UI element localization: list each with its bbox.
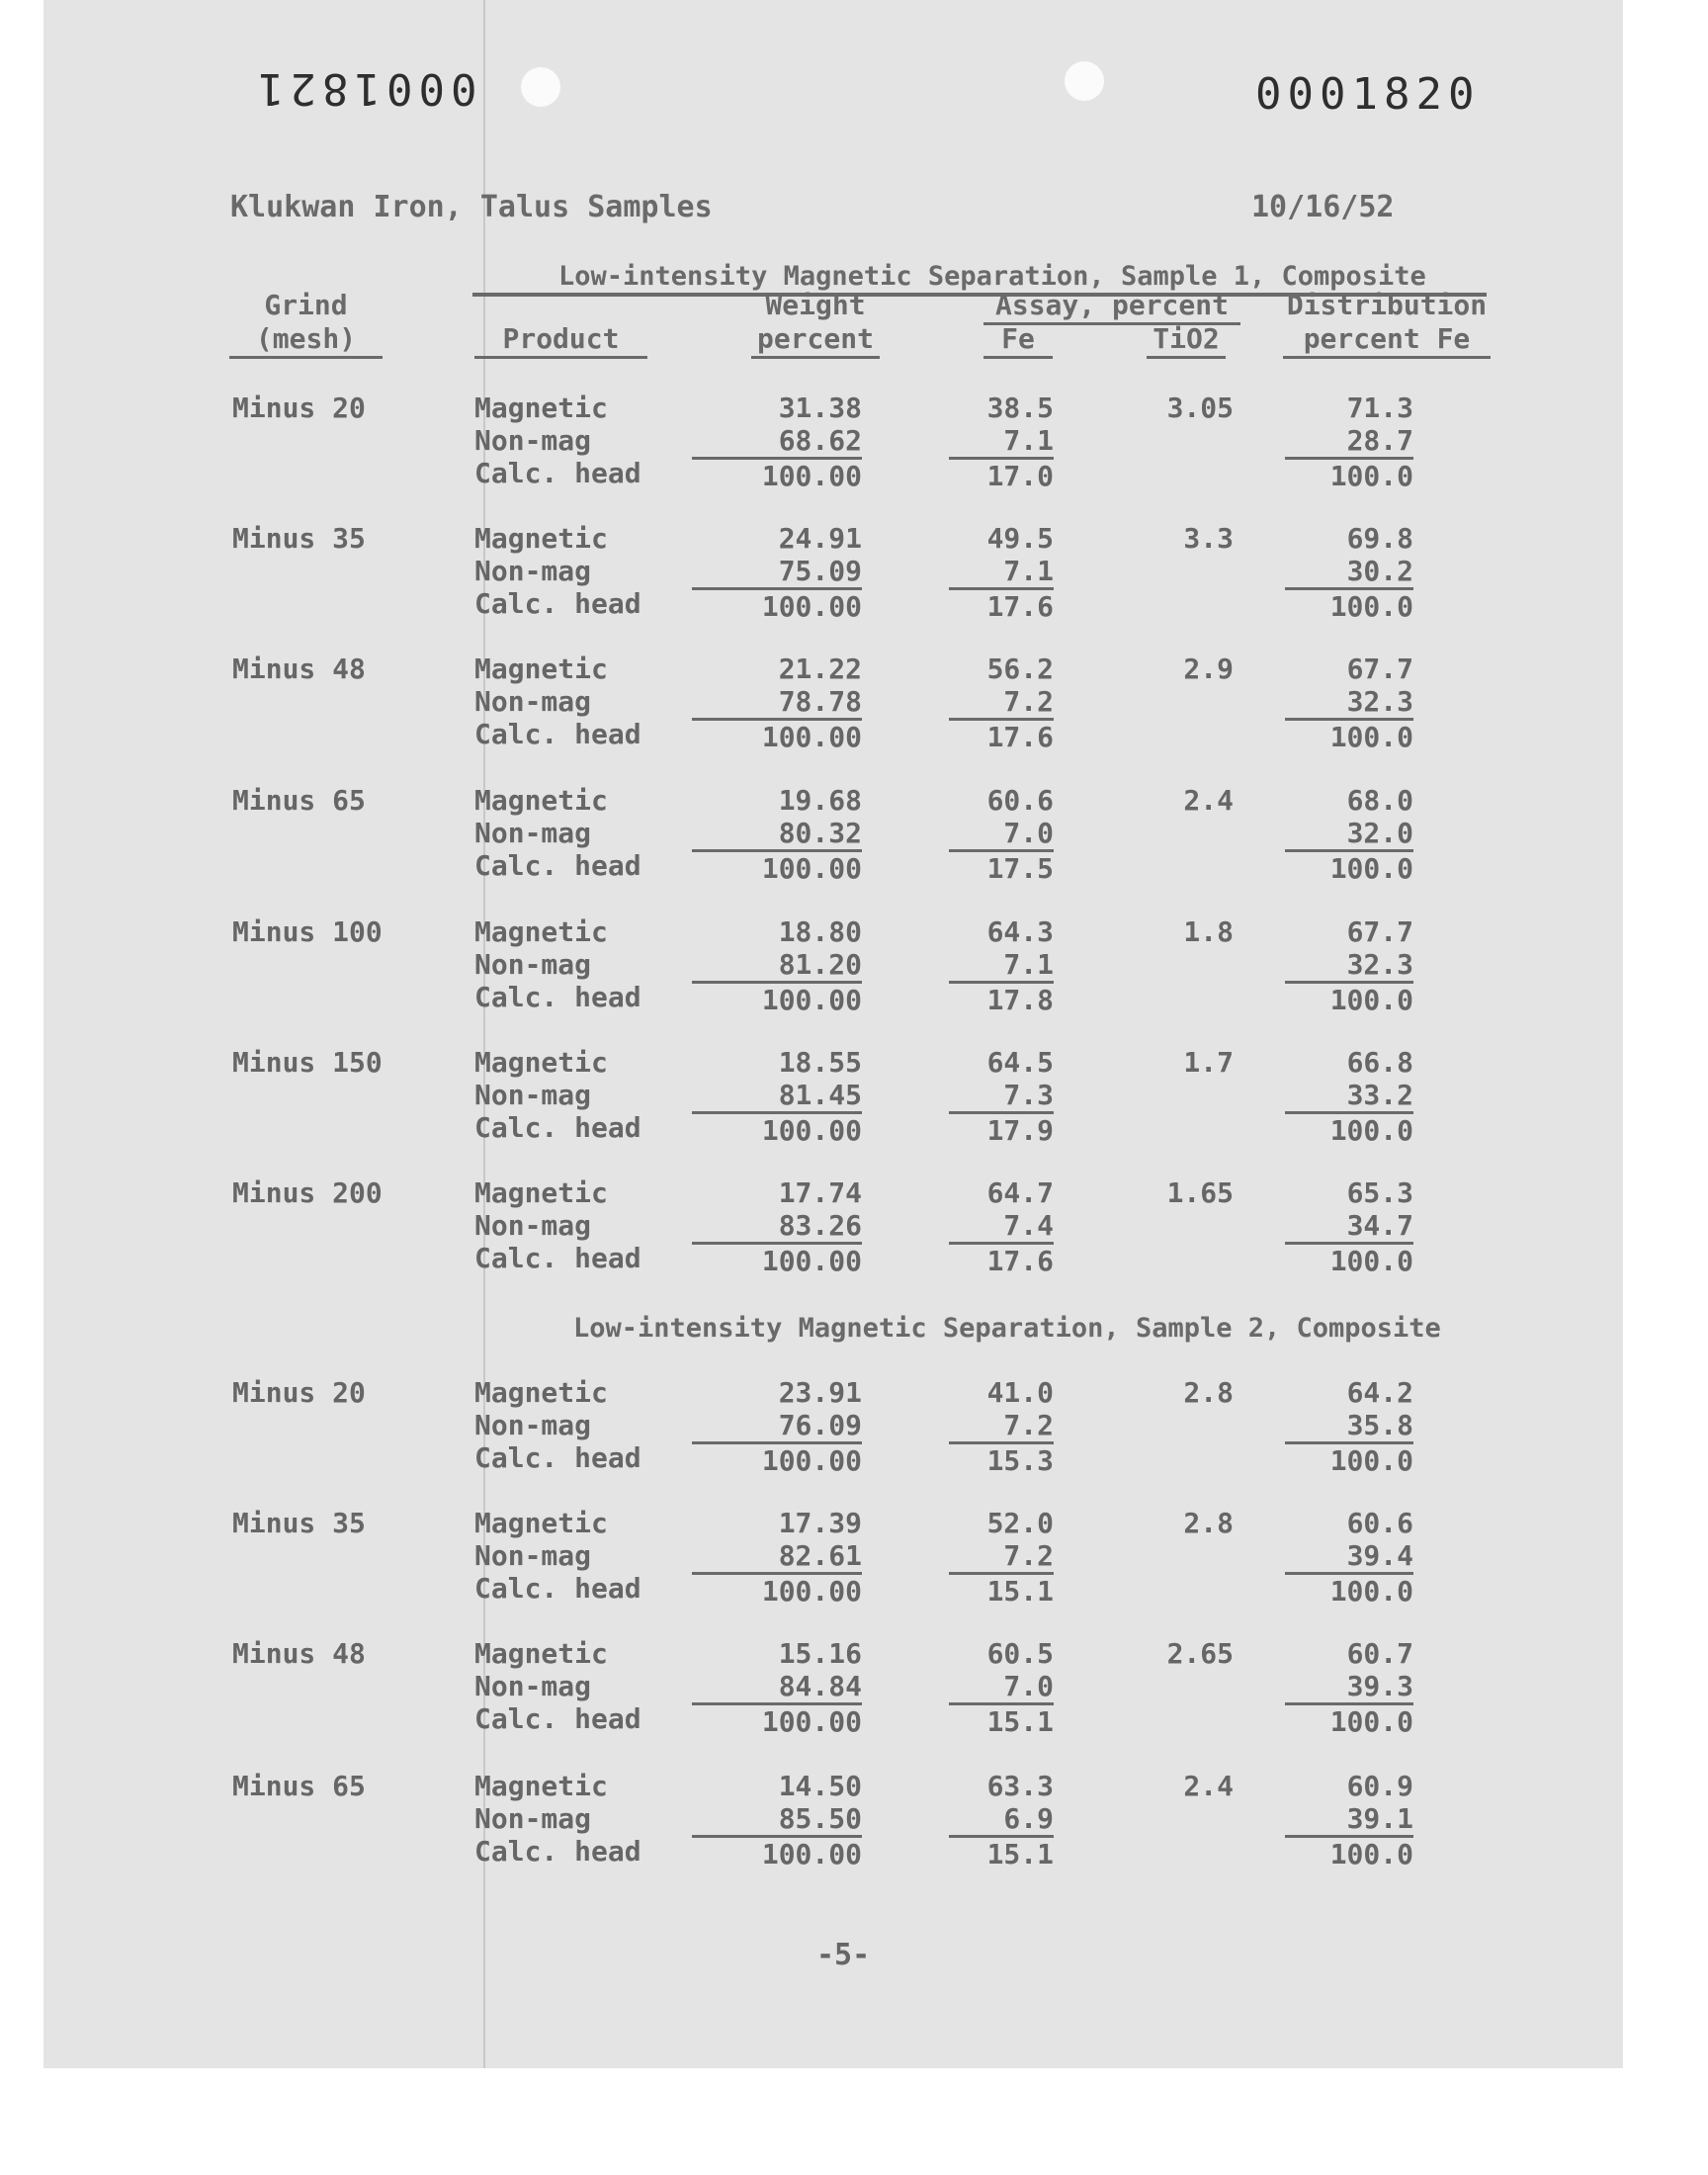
product-label: Non-mag (474, 424, 592, 457)
document-date: 10/16/52 (1251, 190, 1395, 224)
distribution-cell-value: 67.7 (1346, 915, 1413, 948)
fe-assay-cell-value: 15.1 (986, 1705, 1054, 1738)
distribution-cell-value: 39.4 (1285, 1539, 1413, 1575)
distribution-cell (1285, 915, 1413, 1016)
distribution-cell (1285, 652, 1413, 753)
weight-percent-cell-value: 100.00 (761, 1838, 862, 1870)
fe-assay-cell (949, 392, 1054, 492)
grind-label: Minus 100 (232, 915, 383, 948)
product-label: Calc. head (474, 1441, 641, 1474)
product-label: Magnetic (474, 1376, 608, 1409)
fe-assay-cell-value: 63.3 (986, 1770, 1054, 1802)
weight-percent-cell (692, 1046, 862, 1147)
product-label: Calc. head (474, 587, 641, 620)
weight-percent-cell (692, 522, 862, 623)
fe-assay-cell (949, 1770, 1054, 1870)
weight-percent-cell (692, 652, 862, 753)
weight-percent-cell (692, 1507, 862, 1608)
grind-header-line-2: (mesh) (229, 322, 383, 359)
weight-header-line-1: Weight (765, 289, 866, 321)
weight-percent-cell-value: 100.00 (761, 1705, 862, 1738)
product-label: Calc. head (474, 1111, 641, 1144)
tio2-assay-cell: 1.65 (1166, 1176, 1234, 1209)
margin-rule (483, 0, 485, 2068)
product-label: Magnetic (474, 1637, 608, 1670)
weight-percent-cell-value: 14.50 (778, 1770, 862, 1802)
distribution-cell-value: 34.7 (1285, 1209, 1413, 1245)
weight-percent-cell-value: 21.22 (778, 652, 862, 685)
punch-hole-right (1065, 61, 1104, 101)
product-label: Non-mag (474, 555, 592, 587)
distribution-cell-value: 32.3 (1285, 685, 1413, 721)
fe-assay-cell-value: 64.7 (986, 1176, 1054, 1209)
product-label: Calc. head (474, 457, 641, 489)
fe-assay-cell (949, 1176, 1054, 1277)
column-header-product (474, 322, 647, 359)
distribution-cell-value: 35.8 (1285, 1409, 1413, 1444)
fe-assay-cell-value: 60.5 (986, 1637, 1054, 1670)
weight-percent-cell-value: 100.00 (761, 1444, 862, 1477)
punch-hole-left (521, 67, 560, 107)
weight-percent-cell-value: 23.91 (778, 1376, 862, 1409)
page-number: -5- (816, 1938, 871, 1972)
fe-header: Fe (983, 322, 1053, 359)
distribution-cell-value: 28.7 (1285, 424, 1413, 460)
distribution-cell-value: 100.0 (1329, 852, 1413, 885)
weight-percent-cell-value: 24.91 (778, 522, 862, 555)
tio2-assay-cell: 1.8 (1183, 915, 1234, 948)
weight-percent-cell-value: 17.39 (778, 1507, 862, 1539)
fe-assay-cell (949, 652, 1054, 753)
product-label: Magnetic (474, 1770, 608, 1802)
tio2-assay-cell: 2.8 (1183, 1376, 1234, 1409)
fe-assay-cell (949, 522, 1054, 623)
distribution-cell (1285, 522, 1413, 623)
fe-assay-cell-value: 7.1 (949, 424, 1054, 460)
fe-assay-cell-value: 7.0 (949, 1670, 1054, 1705)
fe-assay-cell-value: 52.0 (986, 1507, 1054, 1539)
fe-assay-cell (949, 915, 1054, 1016)
section-title-sample-1: Low-intensity Magnetic Separation, Sample 1, Composite (558, 261, 1426, 292)
weight-percent-cell (692, 1176, 862, 1277)
fe-assay-cell-value: 7.1 (949, 948, 1054, 984)
product-label: Non-mag (474, 1409, 592, 1441)
weight-percent-cell-value: 18.55 (778, 1046, 862, 1079)
fe-assay-cell-value: 15.1 (986, 1838, 1054, 1870)
weight-percent-cell-value: 76.09 (692, 1409, 862, 1444)
fe-assay-cell-value: 7.2 (949, 685, 1054, 721)
distribution-header-line-1: Distribution (1286, 289, 1488, 321)
product-label: Non-mag (474, 1079, 592, 1111)
product-label: Non-mag (474, 685, 592, 718)
document-title: Klukwan Iron, Talus Samples (230, 190, 713, 224)
product-label: Magnetic (474, 1176, 608, 1209)
distribution-cell-value: 39.1 (1285, 1802, 1413, 1838)
product-labels (474, 1176, 672, 1274)
weight-percent-cell-value: 78.78 (692, 685, 862, 721)
fe-assay-cell-value: 7.0 (949, 817, 1054, 852)
product-label: Calc. head (474, 1835, 641, 1868)
fe-assay-cell-value: 7.1 (949, 555, 1054, 590)
fe-assay-cell-value: 17.6 (986, 1245, 1054, 1277)
tio2-assay-cell: 2.65 (1166, 1637, 1234, 1670)
distribution-cell-value: 71.3 (1346, 392, 1413, 424)
distribution-cell-value: 100.0 (1329, 1838, 1413, 1870)
grind-label: Minus 150 (232, 1046, 383, 1079)
tio2-assay-cell: 1.7 (1183, 1046, 1234, 1079)
distribution-cell (1285, 1176, 1413, 1277)
distribution-cell-value: 100.0 (1329, 1575, 1413, 1608)
product-label: Magnetic (474, 784, 608, 817)
product-labels (474, 915, 672, 1013)
weight-percent-cell (692, 784, 862, 885)
grind-label: Minus 20 (232, 1376, 366, 1409)
weight-percent-cell-value: 80.32 (692, 817, 862, 852)
fe-assay-cell-value: 7.3 (949, 1079, 1054, 1114)
product-labels (474, 1770, 672, 1868)
fe-assay-cell (949, 1637, 1054, 1738)
fe-assay-cell-value: 38.5 (986, 392, 1054, 424)
weight-percent-cell-value: 18.80 (778, 915, 862, 948)
distribution-cell-value: 100.0 (1329, 460, 1413, 492)
product-labels (474, 784, 672, 882)
weight-percent-cell-value: 100.00 (761, 590, 862, 623)
distribution-cell (1285, 1046, 1413, 1147)
distribution-cell-value: 67.7 (1346, 652, 1413, 685)
weight-percent-cell (692, 915, 862, 1016)
distribution-cell-value: 100.0 (1329, 1705, 1413, 1738)
weight-percent-cell (692, 392, 862, 492)
distribution-cell-value: 60.6 (1346, 1507, 1413, 1539)
product-label: Magnetic (474, 652, 608, 685)
fe-assay-cell-value: 60.6 (986, 784, 1054, 817)
distribution-cell-value: 60.9 (1346, 1770, 1413, 1802)
grind-label: Minus 65 (232, 784, 366, 817)
column-header-fe (983, 322, 1053, 359)
fe-assay-cell (949, 1046, 1054, 1147)
product-labels (474, 1046, 672, 1144)
weight-percent-cell (692, 1770, 862, 1870)
column-header-weight (751, 289, 880, 359)
weight-percent-cell-value: 100.00 (761, 721, 862, 753)
weight-percent-cell-value: 68.62 (692, 424, 862, 460)
fe-assay-cell-value: 17.9 (986, 1114, 1054, 1147)
weight-header-line-2: percent (751, 322, 880, 359)
product-label: Non-mag (474, 1802, 592, 1835)
product-labels (474, 1376, 672, 1474)
distribution-header-line-2: percent Fe (1283, 322, 1491, 359)
fe-assay-cell-value: 64.5 (986, 1046, 1054, 1079)
distribution-cell-value: 33.2 (1285, 1079, 1413, 1114)
product-label: Calc. head (474, 718, 641, 750)
tio2-assay-cell: 2.8 (1183, 1507, 1234, 1539)
distribution-cell-value: 69.8 (1346, 522, 1413, 555)
product-labels (474, 1637, 672, 1735)
weight-percent-cell (692, 1376, 862, 1477)
grind-label: Minus 48 (232, 1637, 366, 1670)
distribution-cell-value: 65.3 (1346, 1176, 1413, 1209)
section-title-sample-2: Low-intensity Magnetic Separation, Sample 2, Composite (573, 1313, 1441, 1344)
assay-header: Assay, percent (983, 289, 1240, 325)
product-label: Non-mag (474, 817, 592, 849)
distribution-cell-value: 60.7 (1346, 1637, 1413, 1670)
distribution-cell-value: 100.0 (1329, 1114, 1413, 1147)
weight-percent-cell-value: 85.50 (692, 1802, 862, 1838)
product-labels (474, 1507, 672, 1605)
grind-label: Minus 35 (232, 522, 366, 555)
weight-percent-cell-value: 100.00 (761, 1114, 862, 1147)
product-label: Calc. head (474, 1702, 641, 1735)
weight-percent-cell-value: 100.00 (761, 1575, 862, 1608)
grind-label: Minus 20 (232, 392, 366, 424)
distribution-cell (1285, 1637, 1413, 1738)
fe-assay-cell-value: 7.2 (949, 1409, 1054, 1444)
product-labels (474, 652, 672, 750)
fe-assay-cell (949, 1376, 1054, 1477)
weight-percent-cell-value: 19.68 (778, 784, 862, 817)
weight-percent-cell-value: 75.09 (692, 555, 862, 590)
weight-percent-cell-value: 31.38 (778, 392, 862, 424)
fe-assay-cell-value: 41.0 (986, 1376, 1054, 1409)
product-label: Non-mag (474, 1209, 592, 1242)
distribution-cell (1285, 1507, 1413, 1608)
product-label: Magnetic (474, 915, 608, 948)
weight-percent-cell-value: 81.45 (692, 1079, 862, 1114)
fe-assay-cell-value: 56.2 (986, 652, 1054, 685)
tio2-assay-cell: 3.05 (1166, 392, 1234, 424)
distribution-cell-value: 100.0 (1329, 721, 1413, 753)
fe-assay-cell-value: 6.9 (949, 1802, 1054, 1838)
product-label: Calc. head (474, 981, 641, 1013)
weight-percent-cell-value: 100.00 (761, 984, 862, 1016)
product-labels (474, 392, 672, 489)
fe-assay-cell-value: 7.2 (949, 1539, 1054, 1575)
weight-percent-cell-value: 100.00 (761, 1245, 862, 1277)
product-label: Magnetic (474, 1046, 608, 1079)
distribution-cell-value: 100.0 (1329, 984, 1413, 1016)
fe-assay-cell (949, 784, 1054, 885)
distribution-cell-value: 100.0 (1329, 590, 1413, 623)
distribution-cell (1285, 784, 1413, 885)
fe-assay-cell-value: 49.5 (986, 522, 1054, 555)
fe-assay-cell (949, 1507, 1054, 1608)
weight-percent-cell-value: 82.61 (692, 1539, 862, 1575)
distribution-cell (1285, 1770, 1413, 1870)
column-header-assay (983, 289, 1240, 325)
distribution-cell-value: 68.0 (1346, 784, 1413, 817)
grind-label: Minus 35 (232, 1507, 366, 1539)
weight-percent-cell-value: 17.74 (778, 1176, 862, 1209)
fe-assay-cell-value: 15.3 (986, 1444, 1054, 1477)
grind-label: Minus 200 (232, 1176, 383, 1209)
tio2-assay-cell: 3.3 (1183, 522, 1234, 555)
grind-header-line-1: Grind (264, 289, 348, 321)
fe-assay-cell-value: 17.5 (986, 852, 1054, 885)
product-label: Magnetic (474, 1507, 608, 1539)
fe-assay-cell-value: 64.3 (986, 915, 1054, 948)
fe-assay-cell-value: 17.6 (986, 721, 1054, 753)
distribution-cell-value: 100.0 (1329, 1245, 1413, 1277)
distribution-cell-value: 100.0 (1329, 1444, 1413, 1477)
distribution-cell-value: 32.3 (1285, 948, 1413, 984)
distribution-cell-value: 64.2 (1346, 1376, 1413, 1409)
tio2-assay-cell: 2.9 (1183, 652, 1234, 685)
grind-label: Minus 48 (232, 652, 366, 685)
product-labels (474, 522, 672, 620)
fe-assay-cell-value: 7.4 (949, 1209, 1054, 1245)
column-header-tio2 (1147, 322, 1226, 359)
fe-assay-cell-value: 17.8 (986, 984, 1054, 1016)
weight-percent-cell-value: 83.26 (692, 1209, 862, 1245)
product-label: Non-mag (474, 948, 592, 981)
grind-label: Minus 65 (232, 1770, 366, 1802)
weight-percent-cell (692, 1637, 862, 1738)
product-label: Calc. head (474, 1572, 641, 1605)
fe-assay-cell-value: 17.6 (986, 590, 1054, 623)
column-header-grind (229, 289, 383, 359)
weight-percent-cell-value: 84.84 (692, 1670, 862, 1705)
tio2-assay-cell: 2.4 (1183, 784, 1234, 817)
column-header-distribution (1283, 289, 1491, 359)
product-label: Magnetic (474, 522, 608, 555)
weight-percent-cell-value: 100.00 (761, 460, 862, 492)
product-label: Magnetic (474, 392, 608, 424)
weight-percent-cell-value: 100.00 (761, 852, 862, 885)
weight-percent-cell-value: 81.20 (692, 948, 862, 984)
product-label: Non-mag (474, 1670, 592, 1702)
product-label: Calc. head (474, 849, 641, 882)
distribution-cell-value: 30.2 (1285, 555, 1413, 590)
product-label: Calc. head (474, 1242, 641, 1274)
weight-percent-cell-value: 15.16 (778, 1637, 862, 1670)
distribution-cell (1285, 392, 1413, 492)
distribution-cell (1285, 1376, 1413, 1477)
product-label: Non-mag (474, 1539, 592, 1572)
document-number-stamp: 0001820 (1255, 69, 1481, 120)
document-number-stamp-inverted: 0001821 (252, 63, 477, 114)
distribution-cell-value: 32.0 (1285, 817, 1413, 852)
fe-assay-cell-value: 17.0 (986, 460, 1054, 492)
distribution-cell-value: 66.8 (1346, 1046, 1413, 1079)
distribution-cell-value: 39.3 (1285, 1670, 1413, 1705)
product-header: Product (474, 322, 647, 359)
tio2-header: TiO2 (1147, 322, 1226, 359)
fe-assay-cell-value: 15.1 (986, 1575, 1054, 1608)
tio2-assay-cell: 2.4 (1183, 1770, 1234, 1802)
